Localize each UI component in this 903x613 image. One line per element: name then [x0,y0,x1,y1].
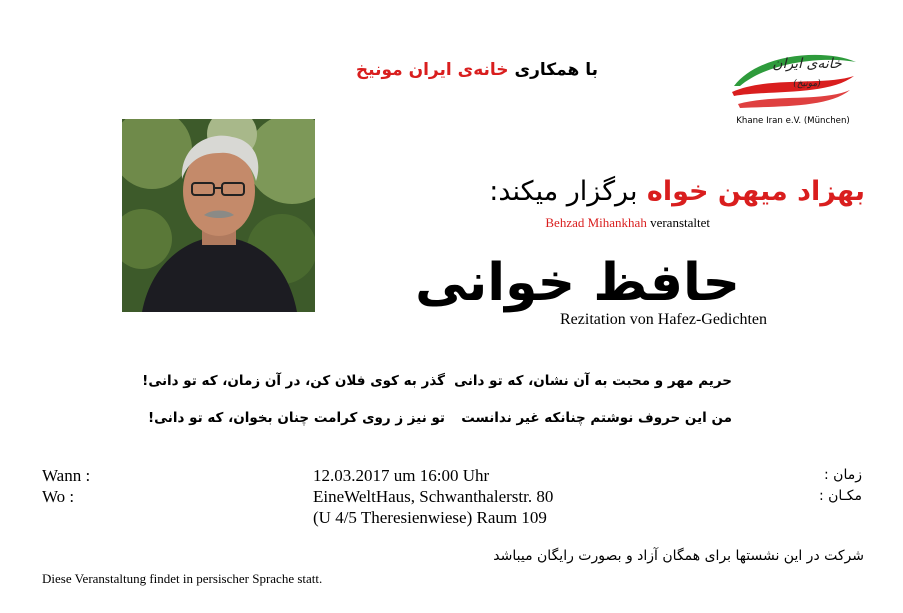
host-name-de: Behzad Mihankhah [545,215,647,230]
host-verb-de: veranstaltet [650,215,710,230]
poem-line-1a: حریم مهر و محبت به آن نشان، که تو دانی [454,373,732,389]
where-label: Wo : [42,487,75,506]
host-name: بهزاد میهن خواه [646,176,865,207]
khane-iran-logo [728,46,858,130]
cooperation-org: خانه‌ی ایران مونیخ [355,60,509,80]
logo-script-main: خانه‌ی ایران [772,56,842,72]
cooperation-line [280,60,598,80]
where-value-room: (U 4/5 Theresienwiese) Raum 109 [313,508,547,527]
poem-line-2b: تو نیز ز روی کرامت چنان بخوان، که تو دانی! [147,410,445,426]
event-title: حافظ خوانی [415,253,740,313]
poem-line-2a: من این حروف نوشتم چنانکه غیر ندانست [461,410,732,426]
logo-caption: Khane Iran e.V. (München) [736,116,850,126]
logo-script-sub: (مونیخ) [793,79,821,89]
speaker-photo [122,119,315,312]
host-line [420,175,865,209]
host-line-de [470,215,710,231]
when-value: 12.03.2017 um 16:00 Uhr [313,466,490,485]
when-label: Wann : [42,466,91,485]
cooperation-prefix: با همکاری [514,60,598,80]
event-subtitle-de: Rezitation von Hafez-Gedichten [560,311,768,328]
host-verb: برگزار میکند: [489,176,638,207]
poem-line-1b: گذر به کوی فلان کن، در آن زمان، که تو دانی! [142,373,445,389]
language-note-de: Diese Veranstaltung findet in persischer Sprache statt. [42,571,323,586]
where-value: EineWeltHaus, Schwanthalerstr. 80 [313,487,554,506]
where-label-fa: مکـان : [818,488,862,504]
when-label-fa: زمان : [824,467,862,483]
free-admission-note-fa: شرکت در این نشستها برای همگان آزاد و بصورت رایگان میباشد [493,548,864,564]
